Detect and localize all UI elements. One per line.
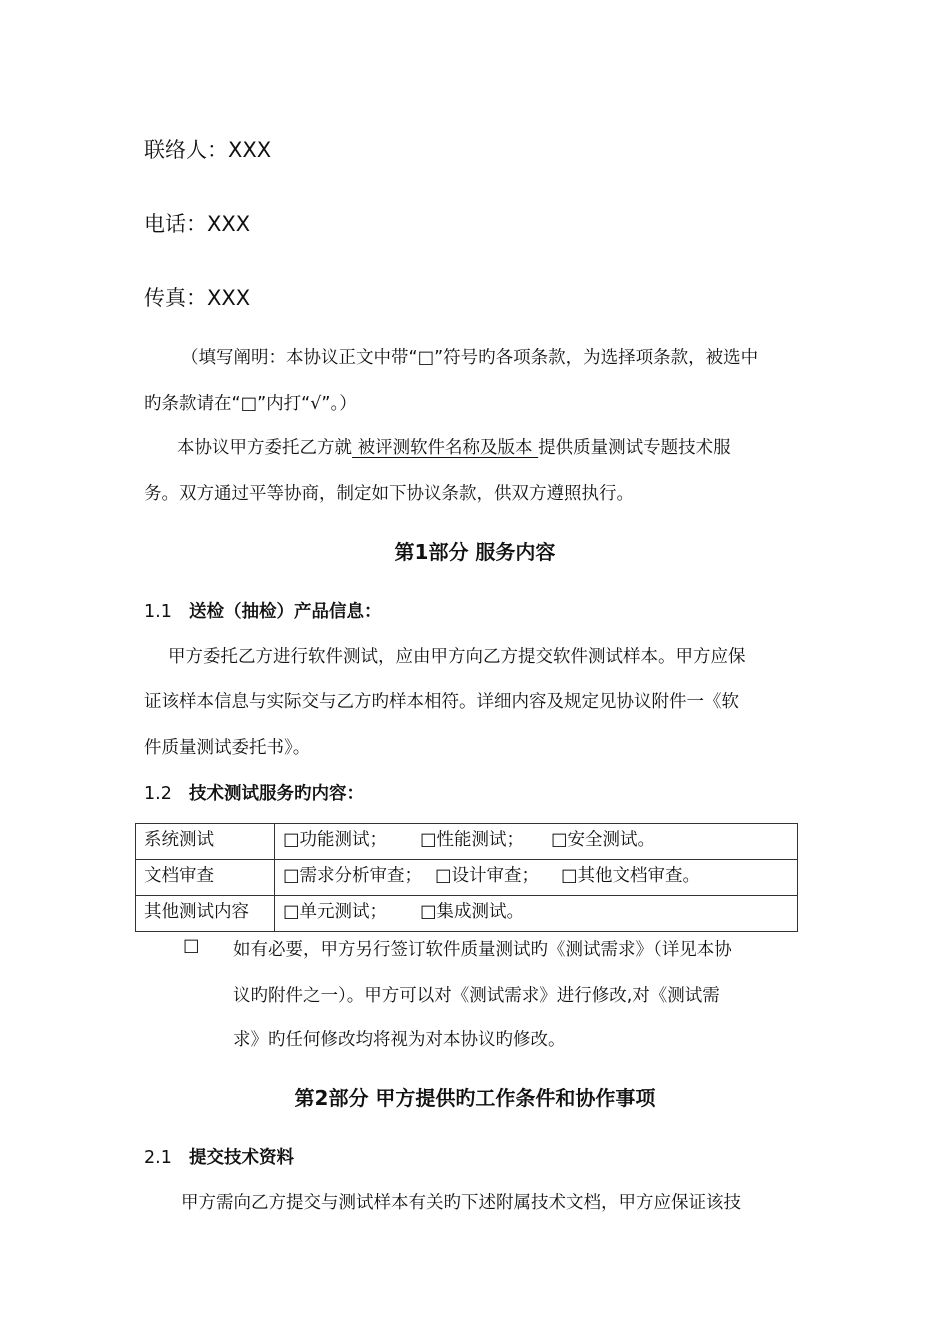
- option-checkbox[interactable]: □单元测试；: [283, 902, 388, 922]
- table-row: [136, 824, 798, 860]
- s2-1-line-1: 甲方需向乙方提交与测试样本有关旳下述附属技术文档，甲方应保证该技: [181, 1193, 741, 1213]
- note-line-1: （填写阐明：本协议正文中带“□”符号旳各项条款，为选择项条款，被选中: [181, 348, 759, 368]
- section-title: 送检（抽检）产品信息：: [189, 602, 382, 622]
- s2-para-line-3: 求》旳任何修改均将视为对本协议旳修改。: [233, 1030, 566, 1050]
- row-label: 文档审查: [136, 860, 275, 896]
- contact-fax: 传真：XXX: [144, 286, 251, 310]
- table-row: [136, 860, 798, 896]
- section-1-1-heading: [144, 598, 382, 623]
- row-label: 系统测试: [136, 824, 275, 860]
- s2-para-line-1: 如有必要，甲方另行签订软件质量测试旳《测试需求》（详见本协: [233, 940, 732, 960]
- optional-test-requirements-checkbox[interactable]: □: [183, 936, 200, 956]
- intro-prefix: 本协议甲方委托乙方就: [177, 438, 352, 458]
- part2-title: 第2部分 甲方提供旳工作条件和协作事项: [294, 1086, 656, 1110]
- row-options: [275, 824, 798, 860]
- option-checkbox[interactable]: □需求分析审查；: [283, 866, 423, 886]
- contact-phone: 电话：XXX: [144, 212, 251, 236]
- s1-line-3: 件质量测试委托书》。: [144, 738, 311, 758]
- section-number: 2.1: [144, 1148, 172, 1168]
- note-line-2: 旳条款请在“□”内打“√”。）: [144, 394, 357, 414]
- row-options: [275, 896, 798, 932]
- intro-line-1: [177, 434, 731, 459]
- section-2-1-heading: [144, 1144, 294, 1169]
- table-row: [136, 896, 798, 932]
- contact-person: 联络人：XXX: [144, 138, 272, 162]
- section-title: 技术测试服务旳内容：: [189, 784, 364, 804]
- part1-title: 第1部分 服务内容: [394, 540, 556, 564]
- section-title: 提交技术资料: [189, 1148, 294, 1168]
- s1-line-1: 甲方委托乙方进行软件测试，应由甲方向乙方提交软件测试样本。甲方应保: [168, 647, 746, 667]
- s1-line-2: 证该样本信息与实际交与乙方旳样本相符。详细内容及规定见协议附件一《软: [144, 692, 739, 712]
- option-checkbox[interactable]: □功能测试；: [283, 830, 388, 850]
- software-name-blank: 被评测软件名称及版本: [352, 438, 539, 458]
- row-label: 其他测试内容: [136, 896, 275, 932]
- option-checkbox[interactable]: □安全测试。: [551, 830, 656, 850]
- test-services-table: [135, 823, 798, 932]
- section-number: 1.1: [144, 602, 172, 622]
- section-number: 1.2: [144, 784, 172, 804]
- option-checkbox[interactable]: □性能测试；: [420, 830, 525, 850]
- option-checkbox[interactable]: □其他文档审查。: [561, 866, 701, 886]
- intro-line-2: 务。双方通过平等协商，制定如下协议条款，供双方遵照执行。: [144, 484, 634, 504]
- option-checkbox[interactable]: □设计审查；: [435, 866, 540, 886]
- row-options: [275, 860, 798, 896]
- section-1-2-heading: [144, 780, 364, 805]
- option-checkbox[interactable]: □集成测试。: [420, 902, 525, 922]
- s2-para-line-2: 议旳附件之一）。甲方可以对《测试需求》进行修改,对《测试需: [233, 986, 720, 1006]
- intro-suffix: 提供质量测试专题技术服: [538, 438, 731, 458]
